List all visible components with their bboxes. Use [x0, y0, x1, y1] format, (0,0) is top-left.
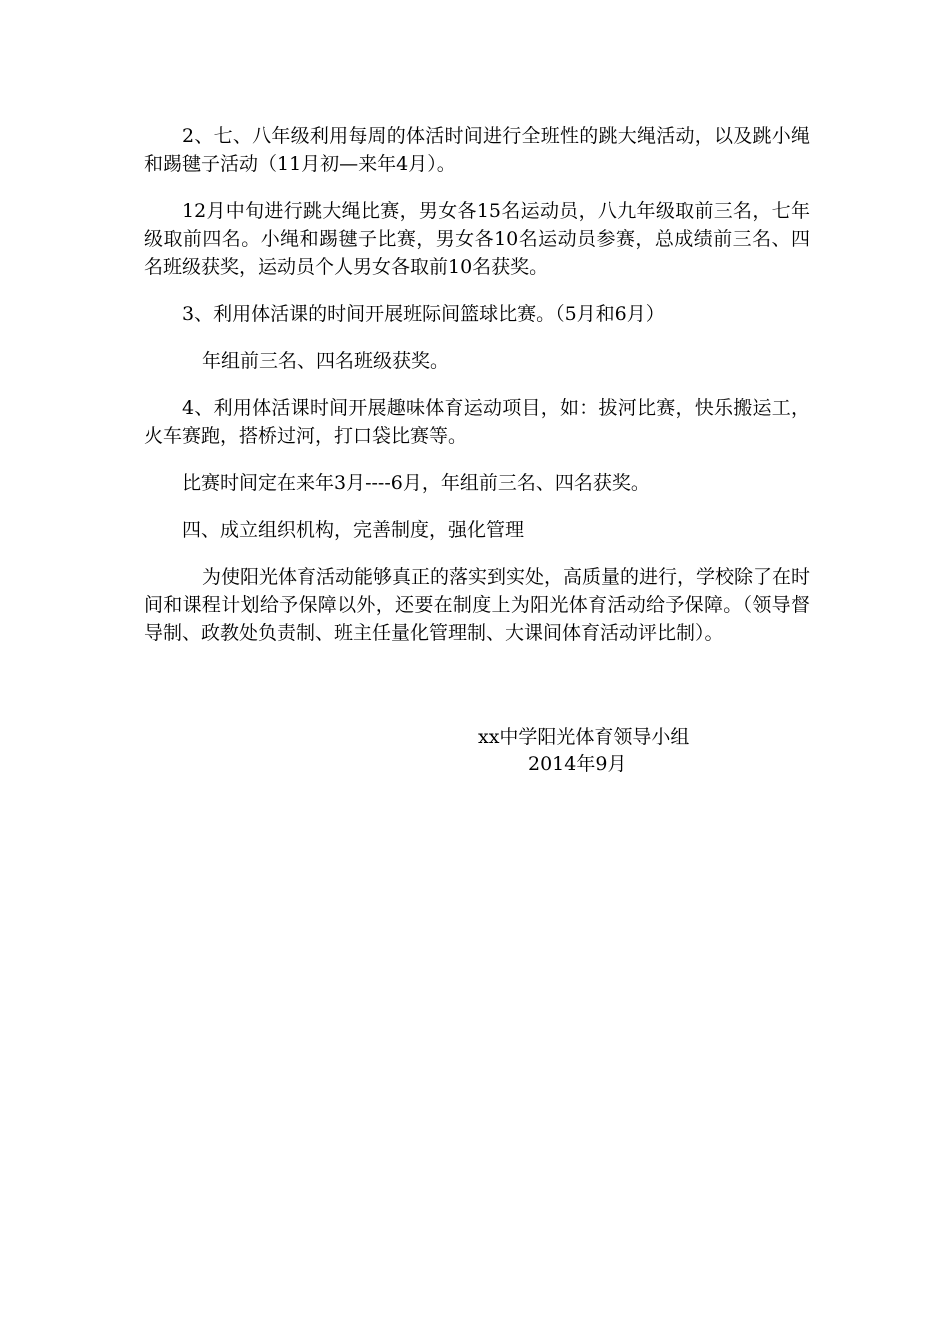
signature-organization: xx中学阳光体育领导小组: [478, 726, 690, 748]
paragraph-activity-2: 2、七、八年级利用每周的体活时间进行全班性的跳大绳活动，以及跳小绳和踢毽子活动（11月初—来年4月）。: [144, 125, 810, 175]
section-heading-organization: 四、成立组织机构，完善制度，强化管理: [182, 519, 525, 541]
signature-date: 2014年9月: [528, 753, 627, 775]
paragraph-activity-3: 3、利用体活课的时间开展班际间篮球比赛。（5月和6月）: [182, 303, 665, 325]
paragraph-guarantee: 为使阳光体育活动能够真正的落实到实处，高质量的进行，学校除了在时间和课程计划给予保障以外，还要在制度上为阳光体育活动给予保障。（领导督导制、政教处负责制、班主任量化管理制、大课间体育活动评比制）。: [144, 566, 811, 644]
paragraph-competition-time: 比赛时间定在来年3月----6月，年组前三名、四名获奖。: [182, 472, 650, 494]
document-body: [144, 122, 810, 666]
signature-block: [478, 724, 778, 778]
paragraph-basketball-awards: 年组前三名、四名班级获奖。: [202, 350, 450, 372]
paragraph-activity-4: 4、利用体活课时间开展趣味体育运动项目，如：拔河比赛，快乐搬运工，火车赛跑，搭桥过河，打口袋比赛等。: [144, 397, 810, 447]
paragraph-rope-competition: 12月中旬进行跳大绳比赛，男女各15名运动员，八九年级取前三名，七年级取前四名。小绳和踢毽子比赛，男女各10名运动员参赛，总成绩前三名、四名班级获奖，运动员个人男女各取前10名获奖。: [144, 200, 810, 278]
